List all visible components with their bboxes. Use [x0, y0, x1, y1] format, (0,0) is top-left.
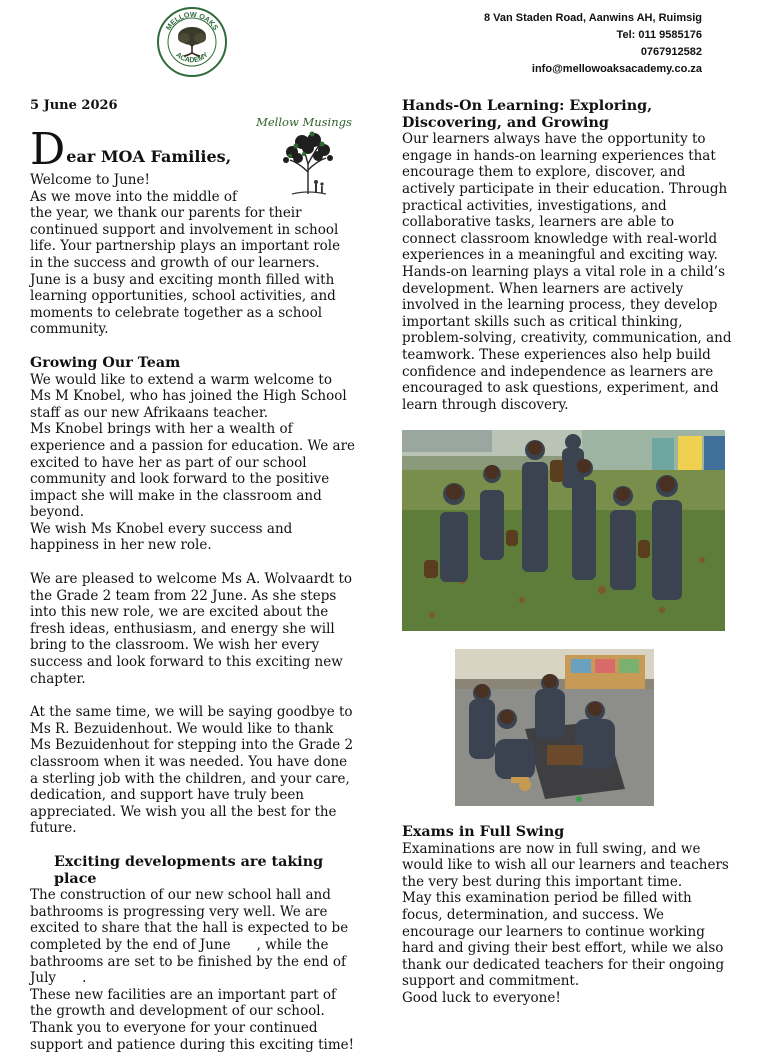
team-paragraph-1: We would like to extend a warm welcome to Ms M Knobel, who has joined the High School staff as our new Afrikaans teacher.: [30, 371, 347, 421]
exams-section: [402, 824, 732, 1007]
developments-heading: Exciting developments are taking place: [54, 853, 324, 887]
developments-paragraph-1: [30, 887, 356, 987]
newsletter-date: 5 June 2026: [30, 98, 118, 113]
tel-number-2: 0767912582: [640, 46, 702, 58]
left-column: [30, 124, 356, 1053]
hands-on-paragraph-1: Our learners always have the opportunity to engage in hands-on learning experiences that encourage them to explore, discover, and actively participate in their education. Through practical activities, investigations, and collaborative tasks, learners are able to connect classroom knowledge with real-world experiences in a meaningful and exciting way.: [402, 131, 728, 264]
developments-text-a: The construction of our new school hall and bathrooms is progressing very well. We are excited to share that the hall is expected to be completed by the end of June: [30, 887, 349, 953]
developments-paragraph-2: These new facilities are an important part of the growth and development of our school. Thank you to everyone for your continued support and patience during this exciting time!: [30, 986, 355, 1053]
svg-text:ACADEMY: ACADEMY: [174, 50, 210, 65]
address: 8 Van Staden Road, Aanwins AH, Ruimsig: [483, 12, 702, 24]
salutation: [30, 124, 356, 175]
developments-text-b: , while the bathrooms are set to be finished by the end of July: [30, 936, 346, 987]
intro-paragraph-1: Welcome to June!: [30, 172, 150, 188]
school-logo: [156, 6, 228, 78]
developments-text-c: .: [82, 970, 87, 987]
exams-paragraph-3: Good luck to everyone!: [402, 989, 561, 1006]
bezuidenhout-paragraph: At the same time, we will be saying goodbye to Ms R. Bezuidenhout. We would like to thank Ms Bezuidenhout for stepping into the Grade 2 classroom when it was needed. You have done a sterling job with the children, and your care, dedication, and support have truly been appreciated. We wish you all the best for the future.: [30, 704, 354, 837]
intro-paragraph-3: the year, we thank our parents for their continued support and involvement in school life. Your partnership plays an important role in the success and growth of our learners.: [30, 205, 341, 271]
tel-label: Tel:: [616, 29, 636, 41]
hands-on-paragraph-2: Hands-on learning plays a vital role in a child’s development. When learners are actively involved in the learning process, they develop important skills such as critical thinking, problem-solving, creativity, communication, and teamwork. These experiences also help build confidence and independence as learners are encouraged to ask questions, experiment, and learn through discovery.: [402, 263, 732, 413]
hands-on-heading: Hands-On Learning: Exploring, Discovering, and Growing: [402, 98, 653, 131]
growing-team-heading: Growing Our Team: [30, 354, 181, 371]
wolvaardt-paragraph: We are pleased to welcome Ms A. Wolvaardt to the Grade 2 team from 22 June. As she steps into this new role, we are excited about the fresh ideas, enthusiasm, and energy she will bring to the classroom. We wish her every success and look forward to this exciting new chapter.: [30, 571, 353, 687]
team-paragraph-2: Ms Knobel brings with her a wealth of experience and a passion for education. We are excited to have her as part of our school community and look forward to the positive impact she will make in the classroom and beyond.: [30, 421, 356, 521]
photo-learners-outdoors: [402, 430, 725, 631]
contact-block: [484, 10, 702, 78]
exams-heading: Exams in Full Swing: [402, 824, 565, 840]
salutation-drop-cap: D: [30, 124, 66, 175]
right-column: [402, 98, 732, 413]
intro-paragraph-2: As we move into the middle of: [30, 188, 238, 205]
exams-paragraph-2: May this examination period be filled with focus, determination, and success. We encourage our learners to continue working hard and giving their best effort, while we also thank our dedicated teachers for their ongoing support and commitment.: [402, 890, 725, 990]
intro-paragraph-4: June is a busy and exciting month filled with learning opportunities, school activities, and moments to celebrate together as a school community.: [30, 271, 336, 338]
email-link[interactable]: info@mellowoaksacademy.co.za: [531, 63, 702, 75]
svg-text:MELLOW OAKS: MELLOW OAKS: [163, 9, 221, 32]
salutation-text: ear MOA Families,: [66, 147, 232, 167]
photo-learners-classroom: [455, 649, 654, 806]
exams-paragraph-1: Examinations are now in full swing, and we would like to wish all our learners and teachers the very best during this important time.: [402, 840, 729, 890]
telephone-line: [484, 27, 702, 44]
team-paragraph-3: We wish Ms Knobel every success and happiness in her new role.: [30, 520, 293, 554]
tel-number-1: 011 9585176: [638, 29, 702, 41]
newsletter-logo-text: Mellow Musings: [256, 115, 352, 129]
